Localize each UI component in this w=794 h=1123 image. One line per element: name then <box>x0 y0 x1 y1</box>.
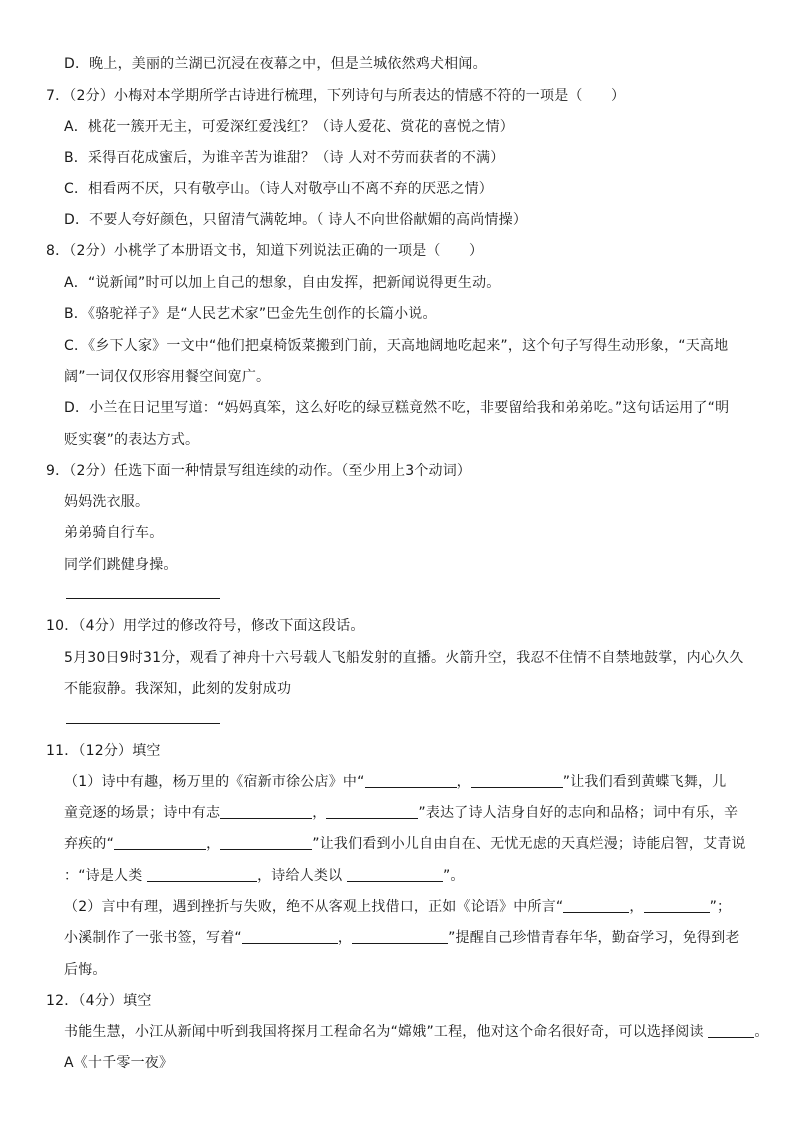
q11-line3-text-c: ”让我们看到小儿自由自在、无忧无虑的天真烂漫；诗能启智，艾青说 <box>312 836 746 852</box>
q11-blank-2[interactable] <box>471 773 563 788</box>
q11-line6-text-a: 小溪制作了一张书签，写着“ <box>64 930 242 946</box>
q12-paragraph <box>64 1022 769 1042</box>
q7-option-b: B．采得百花成蜜后，为谁辛苦为谁甜？（诗 人对不劳而获者的不满） <box>64 150 505 166</box>
q11-line6-text-b: ， <box>337 930 353 946</box>
question-11: 11．（12分）填空 <box>46 743 161 759</box>
q11-blank-3[interactable] <box>220 804 312 819</box>
question-8: 8．（2分）小桃学了本册语文书，知道下列说法正确的一项是（ ） <box>46 243 484 259</box>
q11-line1-text-a: （1）诗中有趣，杨万里的《宿新市徐公店》中“ <box>64 774 365 790</box>
q11-line2-text-b: ， <box>312 805 327 821</box>
q11-line2-text-c: ”表达了诗人洁身自好的志向和品格；词中有乐，辛 <box>418 805 739 821</box>
q11-line1-text-b: ， <box>456 774 471 790</box>
q7-option-d: D．不要人夸好颜色，只留清气满乾坤。（ 诗人不向世俗献媚的高尚情操） <box>64 212 528 228</box>
q10-paragraph-line1: 5月30日9时31分，观看了神舟十六号载人飞船发射的直播。火箭升空，我忍不住情不自禁地鼓掌，内心久久 <box>64 650 744 666</box>
q8-option-c-line1: C．《乡下人家》一文中“他们把桌椅饭菜搬到门前，天高地阔地吃起来”，这个句子写得生动形象，“天高地 <box>64 338 729 354</box>
q6-option-d: D．晚上，美丽的兰湖已沉浸在夜幕之中，但是兰城依然鸡犬相闻。 <box>64 56 487 72</box>
q9-scenario-2: 弟弟骑自行车。 <box>64 525 164 541</box>
q11-blank-1[interactable] <box>365 773 457 788</box>
q11-blank-5[interactable] <box>114 835 206 850</box>
q11-line1 <box>64 772 726 792</box>
q11-line5-text-a: （2）言中有理，遇到挫折与失败，绝不从客观上找借口，正如《论语》中所言“ <box>64 899 564 915</box>
q11-line4 <box>64 866 465 886</box>
q11-blank-10[interactable] <box>644 898 710 913</box>
q11-blank-6[interactable] <box>220 835 312 850</box>
q8-option-c-line2: 阔”一词仅仅形容用餐空间宽广。 <box>64 369 271 385</box>
q11-line4-text-a: ：“诗是人类 <box>64 868 148 884</box>
q9-scenario-3: 同学们跳健身操。 <box>64 557 178 573</box>
q10-paragraph-line2: 不能寂静。我深知，此刻的发射成功 <box>64 681 292 697</box>
q11-blank-7[interactable] <box>147 867 257 882</box>
q11-line5-text-c: ”； <box>709 899 732 915</box>
q11-blank-12[interactable] <box>352 929 448 944</box>
q11-line7: 后悔。 <box>64 962 107 978</box>
q9-scenario-1: 妈妈洗衣服。 <box>64 494 150 510</box>
q10-answer-line[interactable] <box>66 723 220 724</box>
q8-option-b: B．《骆驼祥子》是“人民艺术家”巴金先生创作的长篇小说。 <box>64 306 437 322</box>
q11-blank-11[interactable] <box>242 929 338 944</box>
q12-blank[interactable] <box>708 1023 754 1038</box>
q12-paragraph-text-a: 书能生慧，小江从新闻中听到我国将探月工程命名为“嫦娥”工程，他对这个命名很好奇，可以选择阅读 <box>64 1024 709 1040</box>
q11-blank-9[interactable] <box>563 898 629 913</box>
q11-line6-text-c: ”提醒自己珍惜青春年华，勤奋学习，免得到老 <box>448 930 740 946</box>
q12-option-a: A《十千零一夜》 <box>64 1055 174 1071</box>
question-9: 9．（2分）任选下面一种情景写组连续的动作。（至少用上3个动词） <box>46 463 472 479</box>
question-10: 10．（4分）用学过的修改符号，修改下面这段话。 <box>46 618 365 634</box>
q11-line3 <box>64 834 746 854</box>
q8-option-d-line1: D．小兰在日记里写道：“妈妈真笨，这么好吃的绿豆糕竟然不吃，非要留给我和弟弟吃。”这句话运用了“明 <box>64 400 730 416</box>
question-7: 7．（2分）小梅对本学期所学古诗进行梳理，下列诗句与所表达的情感不符的一项是（ ） <box>46 88 626 104</box>
q9-answer-line[interactable] <box>66 598 220 599</box>
q11-line2-text-a: 童竞逐的场景；诗中有志 <box>64 805 221 821</box>
q12-paragraph-text-b: 。 <box>754 1024 769 1040</box>
q11-blank-8[interactable] <box>347 867 443 882</box>
q8-option-a: A．“说新闻”时可以加上自己的想象，自由发挥，把新闻说得更生动。 <box>64 275 501 291</box>
q7-option-c: C．相看两不厌，只有敬亭山。（诗人对敬亭山不离不弃的厌恶之情） <box>64 181 493 197</box>
q11-line3-text-a: 弃疾的“ <box>64 836 115 852</box>
q8-option-d-line2: 贬实褒”的表达方式。 <box>64 432 200 448</box>
q11-line3-text-b: ， <box>206 836 221 852</box>
question-12: 12．（4分）填空 <box>46 993 152 1009</box>
q11-line4-text-c: ”。 <box>442 868 465 884</box>
q11-line6 <box>64 928 740 948</box>
q11-line5-text-b: ， <box>629 899 644 915</box>
q11-line2 <box>64 803 738 823</box>
q11-line5 <box>64 897 731 917</box>
q11-line4-text-b: ，诗给人类以 <box>257 868 347 884</box>
q7-option-a: A．桃花一簇开无主，可爱深红爱浅红？（诗人爱花、赏花的喜悦之情） <box>64 119 514 135</box>
q11-blank-4[interactable] <box>326 804 418 819</box>
q11-line1-text-c: ”让我们看到黄蝶飞舞，儿 <box>562 774 727 790</box>
